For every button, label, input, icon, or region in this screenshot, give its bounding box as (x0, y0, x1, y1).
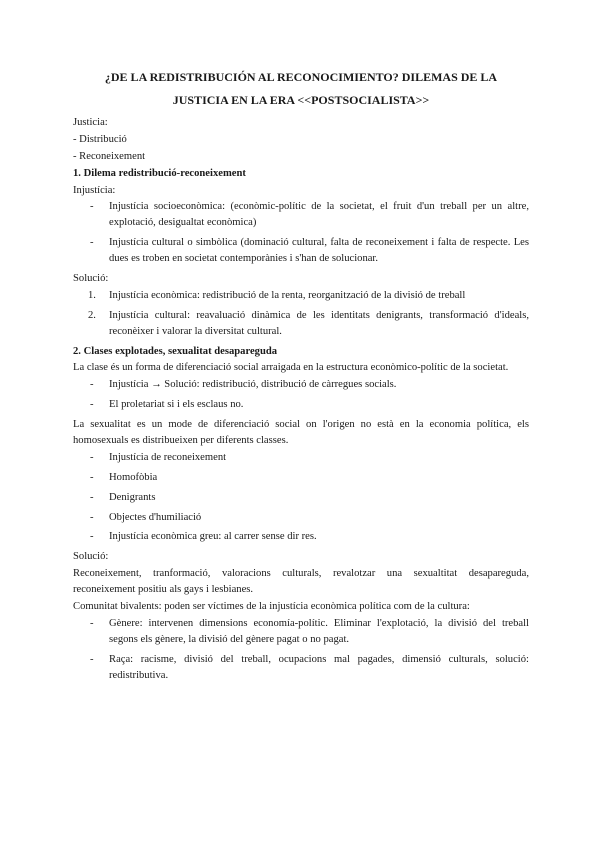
justicia-label: Justicia: (73, 117, 108, 128)
clase-paragraph: La clase és un forma de diferenciació social arraigada en la estructura econòmico-polític de la societat. (73, 362, 509, 374)
title-line-2: JUSTICIA EN LA ERA <<POSTSOCIALISTA>> (172, 93, 430, 107)
solucio-paragraph: Reconeixement, tranformació, valoracions culturals, revalotzar una sexualtitat desapareguda, reconeixement positiu als gays i lesbianes. (73, 568, 529, 596)
list-item: - Injustícia econòmica greu: al carrer sense dir res. (73, 529, 529, 545)
list-item: 2. Injustícia cultural: reavaluació dinàmica de les identitats denigrants, transformació d'ideals, reconèixer i valorar la diversitat cultural. (88, 309, 529, 337)
bullet-dash: - (90, 471, 94, 483)
list-item: - Objectes d'humiliació (73, 510, 529, 526)
list-item: - Injustícia de reconeixement (73, 450, 529, 466)
list-number: 2. (88, 309, 96, 321)
bullet-dash: - (90, 491, 94, 503)
title-line-1: ¿DE LA REDISTRIBUCIÓN AL RECONOCIMIENTO? DILEMAS DE LA (104, 70, 498, 84)
list-item: - Homofòbia (73, 470, 529, 486)
bullet-dash: - (90, 201, 94, 213)
bullet-dash: - (90, 399, 94, 411)
document-content (73, 66, 529, 688)
list-item: - Gènere: intervenen dimensions economía-polític. Eliminar l'explotació, la divisió del treball segons els gènere, la divisió del gènere pagat o no pagat. (90, 617, 529, 645)
solucio-label-1: Solució: (73, 273, 109, 285)
bivalent-list (73, 616, 529, 684)
intro-item-reconeixement: - Reconeixement (73, 150, 146, 162)
list-item: - Denigrants (73, 490, 529, 506)
section-2-heading: 2. Clases explotades, sexualitat desapareguda (73, 345, 278, 357)
clase-list (73, 377, 529, 413)
solucio-list (73, 288, 529, 340)
list-item: - El proletariat si i els esclaus no. (73, 397, 529, 413)
injusticia-label: Injustícia: (73, 184, 116, 196)
bullet-dash: - (90, 531, 94, 543)
list-item: - Injustícia socioeconòmica: (econòmic-polític de la societat, el fruit d'un treball per un altre, explotació, desigualtat econòmica) (90, 201, 529, 229)
sexualitat-list (73, 450, 529, 545)
list-item: - Raça: racisme, divisió del treball, ocupacions mal pagades, dimensió culturals, solució: redistributiva. (90, 653, 529, 681)
solucio-label-2: Solució: (73, 551, 109, 563)
bullet-dash: - (90, 379, 94, 391)
list-item: 1. Injustícia econòmica: redistribució de la renta, reorganització de la divisió de treball (73, 288, 529, 304)
bullet-dash: - (90, 617, 94, 629)
injusticia-list (73, 199, 529, 267)
list-item: - Injustícia cultural o simbòlica (dominació cultural, falta de reconeixement i falta de respecte. Les dues es troben en societat contemporànies i s'han de solucionar. (90, 237, 529, 265)
bullet-dash: - (90, 511, 94, 523)
intro-item-distribucio: - Distribució (73, 133, 127, 145)
bullet-dash: - (90, 653, 94, 665)
bivalent-paragraph: Comunitat bivalents: poden ser víctimes de la injustícia econòmica política com de la cultura: (73, 601, 470, 613)
sexualitat-paragraph: La sexualitat es un mode de diferenciació social on l'origen no està en la economia política, els homosexuals es distribueixen per diferents classes. (73, 419, 529, 447)
list-item: - Injustícia → Solució: redistribució, distribució de càrregues socials. (73, 377, 529, 393)
list-number: 1. (88, 289, 96, 301)
section-1-heading: 1. Dilema redistribució-reconeixement (73, 167, 246, 179)
bullet-dash: - (90, 451, 94, 463)
document-title (73, 66, 529, 112)
bullet-dash: - (90, 237, 94, 249)
